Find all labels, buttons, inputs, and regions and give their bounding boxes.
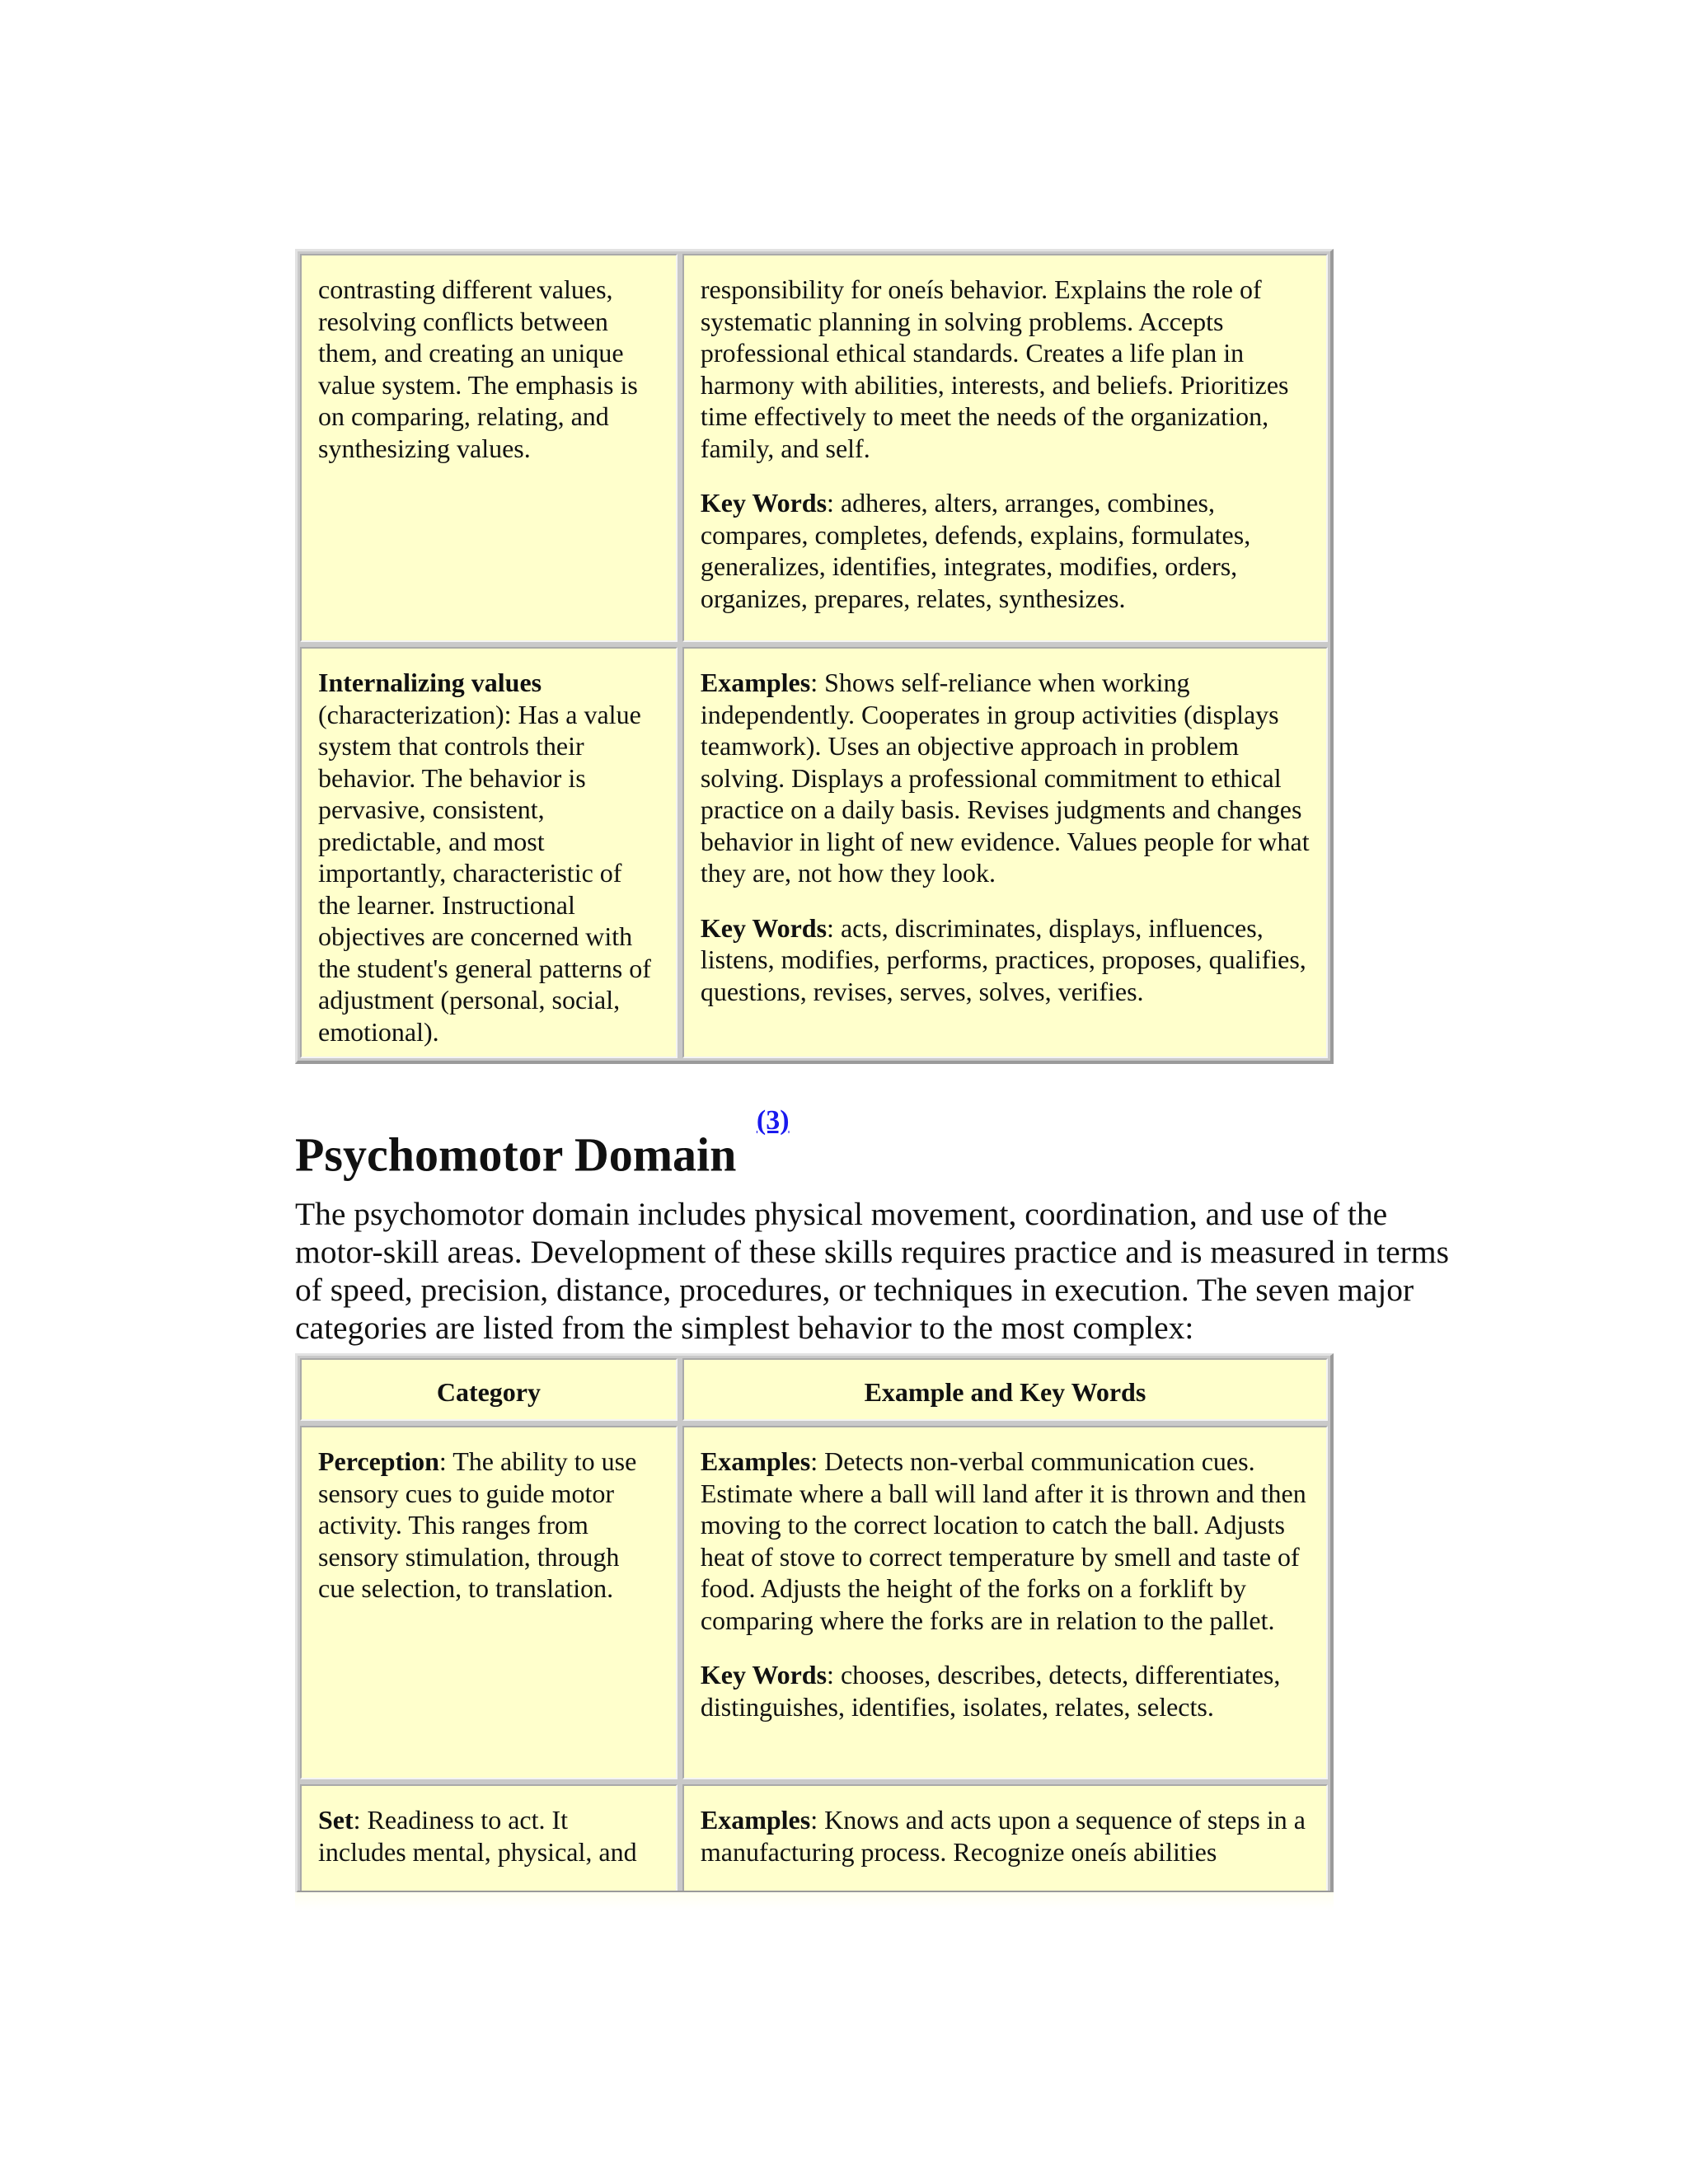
- cell-text: : Detects non-verbal communication cues. Estimate where a ball will land after it is thrown and then moving to the correct location to catch the ball. Adjusts heat of stove to correct temperature by smell and taste of food. Adjusts the height of the forks on a forklift by comparing where the forks are in relation to the pallet.: [700, 1446, 1306, 1635]
- cell-text: contrasting different values, resolving conflicts between them, and creating an unique value system. The emphasis is on comparing, relating, and synthesizing values.: [318, 274, 638, 463]
- cell-text: responsibility for oneís behavior. Explains the role of systematic planning in solving problems. Accepts professional ethical standards. Creates a life plan in harmony with abilities, interests, and beliefs. Prioritizes time effectively to meet the needs of the organization, family, and self.: [700, 274, 1289, 463]
- key-words-label: Key Words: [700, 1660, 828, 1690]
- cell-text: : Knows and acts upon a sequence of steps in a manufacturing process. Recognize oneís abilities: [700, 1805, 1306, 1867]
- cell-text: (characterization): Has a value system that controls their behavior. The behavior is pervasive, consistent, predictable, and most importantly, characteristic of the learner. Instructional objectives are concerned with the student's general patterns of adjustment (personal, social, emotional).: [318, 699, 651, 1047]
- table-row: [298, 1782, 1330, 1894]
- key-words-text: : adheres, alters, arranges, combines, compares, completes, defends, explains, formulates, generalizes, identifies, integrates, modifies, orders, organizes, prepares, relates, synthesizes.: [700, 488, 1251, 613]
- reference-link[interactable]: (3): [756, 1105, 790, 1136]
- column-header-category: Category: [300, 1358, 678, 1421]
- cell-text: : Readiness to act. It includes mental, physical, and: [318, 1805, 637, 1867]
- table-cell-category: [300, 1426, 678, 1779]
- key-words-label: Key Words: [700, 488, 828, 518]
- table-cell-examples: [682, 254, 1328, 642]
- table-row: [298, 644, 1330, 1061]
- table-row: [298, 1423, 1330, 1782]
- cell-bold-text: Examples: [700, 668, 811, 697]
- cell-bold-text: Perception: [318, 1446, 439, 1476]
- section-heading: [295, 1092, 790, 1183]
- intro-paragraph: The psychomotor domain includes physical movement, coordination, and use of the motor-skill areas. Development of these skills requires practice and is measured in terms of speed, precision, distance, procedures, or techniques in execution. The seven major categories are listed from the simplest behavior to the most complex:: [295, 1196, 1449, 1346]
- table-cell-examples: [682, 1426, 1328, 1779]
- key-words-text: : acts, discriminates, displays, influences, listens, modifies, performs, practices, proposes, qualifies, questions, revises, serves, solves, verifies.: [700, 912, 1306, 1006]
- table-row: [298, 251, 1330, 644]
- cell-bold-text: Internalizing values: [318, 668, 542, 697]
- table-header-row: [298, 1356, 1330, 1423]
- cell-text: : The ability to use sensory cues to guide motor activity. This ranges from sensory stimulation, through cue selection, to translation.: [318, 1446, 637, 1603]
- table-cell-examples: [682, 647, 1328, 1058]
- key-words-label: Key Words: [700, 912, 828, 943]
- column-header-examples: Example and Key Words: [682, 1358, 1328, 1421]
- page-cut-fade: [295, 1892, 1334, 1910]
- table-cell-category: [300, 254, 678, 642]
- table-cell-category: [300, 647, 678, 1058]
- key-words-text: : chooses, describes, detects, differentiates, distinguishes, identifies, isolates, relates, selects.: [700, 1660, 1281, 1722]
- affective-table-continued: [295, 249, 1334, 1064]
- section-title: Psychomotor Domain: [295, 1127, 737, 1182]
- cell-text: : Shows self-reliance when working independently. Cooperates in group activities (displays teamwork). Uses an objective approach in problem solving. Displays a professional commitment to ethical practice on a daily basis. Revises judgments and changes behavior in light of new evidence. Values people for what they are, not how they look.: [700, 668, 1310, 888]
- cell-bold-text: Examples: [700, 1446, 811, 1476]
- psychomotor-table: [295, 1353, 1334, 1894]
- table-cell-examples: [682, 1784, 1328, 1894]
- cell-bold-text: Examples: [700, 1805, 811, 1835]
- cell-bold-text: Set: [318, 1805, 354, 1835]
- table-cell-category: [300, 1784, 678, 1894]
